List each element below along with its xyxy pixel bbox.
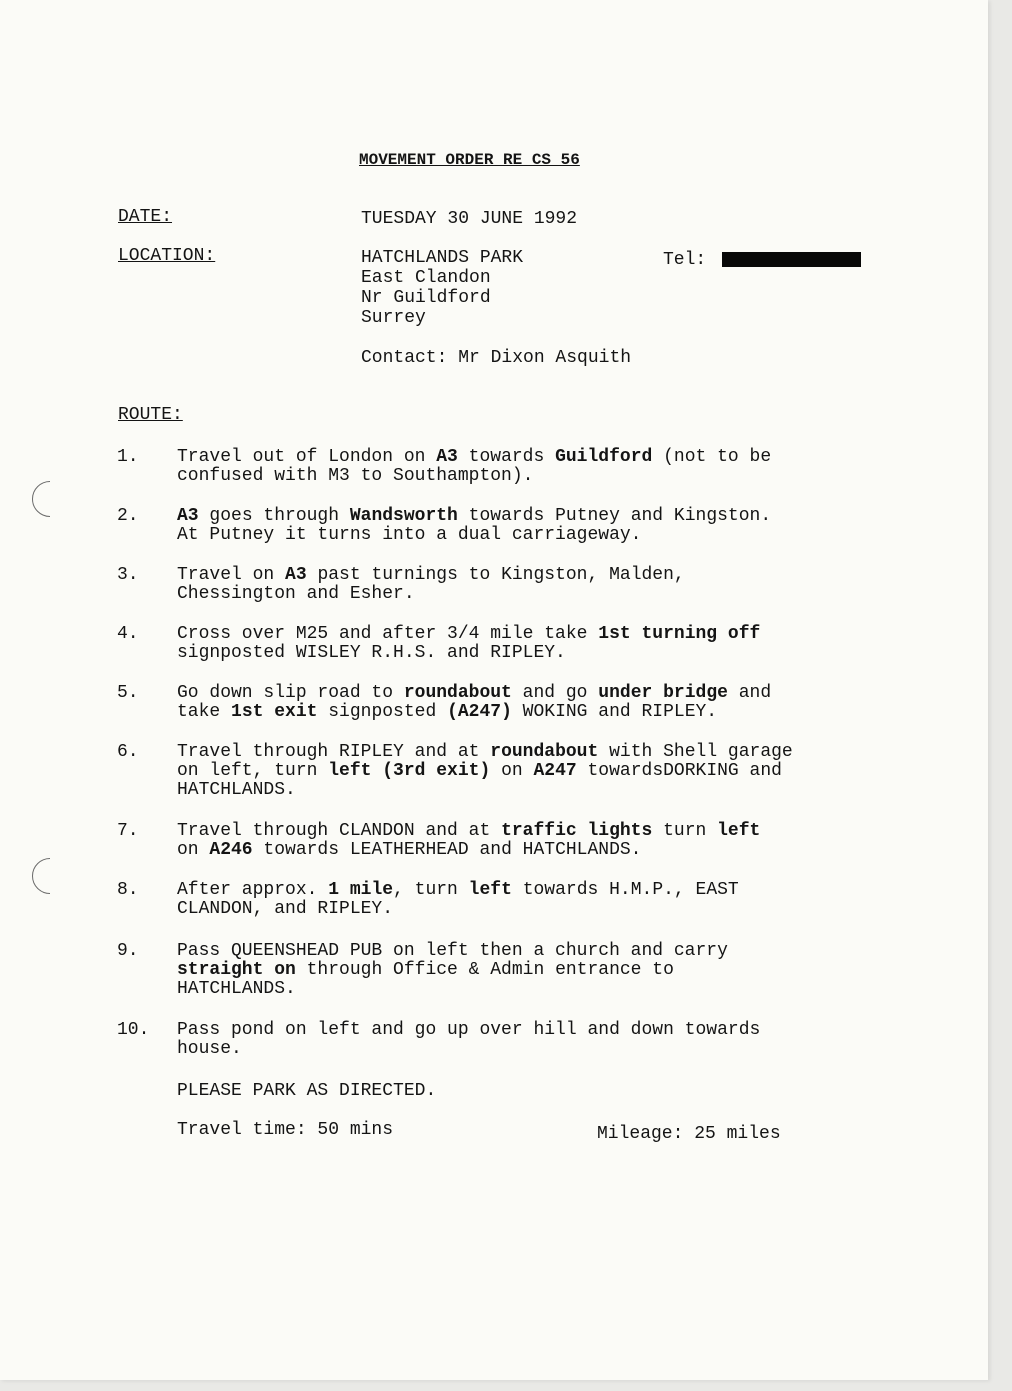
step-text-line [177, 960, 674, 980]
step-text-line [177, 821, 760, 841]
address-line: Surrey [361, 308, 426, 328]
step-text-line [177, 979, 296, 999]
date-value: TUESDAY 30 JUNE 1992 [361, 209, 578, 229]
step-text-line [177, 1020, 760, 1040]
step-text: After approx. [177, 880, 329, 900]
step-text-bold: straight on [177, 960, 296, 980]
step-text-bold: roundabout [490, 742, 599, 762]
step-number: 6. [117, 742, 139, 762]
tel-label: Tel: [663, 250, 707, 270]
step-text: CLANDON, and RIPLEY. [177, 899, 394, 919]
date-label: DATE: [118, 207, 173, 227]
step-text-line [177, 880, 739, 900]
step-text-line [177, 525, 641, 545]
step-text: house. [177, 1039, 242, 1059]
step-text: on [177, 840, 210, 860]
punch-hole-bottom [32, 858, 68, 894]
step-text: signposted [317, 702, 448, 722]
step-text: HATCHLANDS. [177, 780, 296, 800]
step-text: towards LEATHERHEAD and HATCHLANDS. [252, 840, 642, 860]
step-text: towards [457, 447, 556, 467]
step-text-bold: A247 [533, 761, 577, 781]
step-text-bold: left [468, 880, 512, 900]
step-text-bold: Wandsworth [349, 506, 458, 526]
step-text: Chessington and Esher. [177, 584, 415, 604]
step-text: goes through [198, 506, 350, 526]
step-number: 8. [117, 880, 139, 900]
step-text-line [177, 447, 771, 467]
travel-time: Travel time: 50 mins [177, 1120, 394, 1140]
step-text-line [177, 941, 728, 961]
step-text: with Shell garage [598, 742, 793, 762]
step-text: towardsDORKING and [576, 761, 782, 781]
redacted-phone-number [722, 252, 861, 267]
step-text-bold: 1st exit [231, 702, 318, 722]
step-text: Travel through CLANDON and at [177, 821, 502, 841]
step-text: Travel out of London on [177, 447, 437, 467]
step-text-bold: A3 [436, 447, 458, 467]
step-text: signposted WISLEY R.H.S. and RIPLEY. [177, 643, 566, 663]
step-text-bold: A3 [285, 565, 307, 585]
step-text: Cross over M25 and after 3/4 mile take [177, 624, 599, 644]
step-text-bold: 1 mile [328, 880, 394, 900]
step-text-bold: under bridge [598, 683, 728, 703]
step-text: towards H.M.P., EAST [511, 880, 739, 900]
step-text: At Putney it turns into a dual carriageway. [177, 525, 642, 545]
step-text-bold: left [717, 821, 761, 841]
step-text-line [177, 1039, 242, 1059]
step-text: through Office & Admin entrance to [295, 960, 674, 980]
step-text-bold: roundabout [403, 683, 512, 703]
park-note: PLEASE PARK AS DIRECTED. [177, 1081, 437, 1101]
address-line: East Clandon [361, 268, 491, 288]
step-text: confused with M3 to Southampton). [177, 466, 534, 486]
step-number: 3. [117, 565, 139, 585]
step-text-line [177, 466, 533, 486]
step-text-bold: A246 [209, 840, 253, 860]
step-text-bold: traffic lights [501, 821, 653, 841]
step-text: WOKING and RIPLEY. [511, 702, 718, 722]
step-text-line [177, 506, 771, 526]
step-text: on [490, 761, 534, 781]
contact-line: Contact: Mr Dixon Asquith [361, 348, 632, 368]
step-text: and go [511, 683, 599, 703]
step-text-bold: (A247) [447, 702, 512, 722]
step-text: past turnings to Kingston, Malden, [306, 565, 685, 585]
step-text-bold: Guildford [555, 447, 653, 467]
step-text: take [177, 702, 232, 722]
step-text-line [177, 780, 296, 800]
step-text-line [177, 742, 793, 762]
step-text: (not to be [652, 447, 772, 467]
step-text: Pass pond on left and go up over hill and down towards [177, 1020, 761, 1040]
step-text: on left, turn [177, 761, 329, 781]
step-number: 5. [117, 683, 139, 703]
step-text: , turn [393, 880, 469, 900]
mileage: Mileage: 25 miles [597, 1124, 781, 1144]
route-label: ROUTE: [118, 405, 183, 425]
step-text-bold: 1st turning off [598, 624, 761, 644]
step-number: 9. [117, 941, 139, 961]
step-text-line [177, 899, 393, 919]
step-text-bold: A3 [177, 506, 199, 526]
address-line: Nr Guildford [361, 288, 491, 308]
step-text-line [177, 683, 771, 703]
step-text-line [177, 643, 566, 663]
step-text: Go down slip road to [177, 683, 404, 703]
location-label: LOCATION: [118, 246, 216, 266]
step-number: 4. [117, 624, 139, 644]
step-text-line [177, 584, 415, 604]
step-text-line [177, 565, 685, 585]
step-text: HATCHLANDS. [177, 979, 296, 999]
step-text-line [177, 761, 782, 781]
step-text: Travel through RIPLEY and at [177, 742, 491, 762]
step-text-line [177, 624, 760, 644]
step-text: and [727, 683, 772, 703]
step-text-line [177, 702, 717, 722]
address-line: HATCHLANDS PARK [361, 248, 524, 268]
step-number: 2. [117, 506, 139, 526]
step-number: 1. [117, 447, 139, 467]
step-text-line [177, 840, 642, 860]
step-number: 10. [117, 1020, 150, 1040]
step-text-bold: left (3rd exit) [328, 761, 491, 781]
punch-hole-top [32, 481, 68, 517]
step-text: turn [652, 821, 718, 841]
step-text: towards Putney and Kingston. [457, 506, 772, 526]
page-title: MOVEMENT ORDER RE CS 56 [359, 151, 580, 169]
step-text: Pass QUEENSHEAD PUB on left then a church and carry [177, 941, 728, 961]
step-number: 7. [117, 821, 139, 841]
step-text: Travel on [177, 565, 286, 585]
